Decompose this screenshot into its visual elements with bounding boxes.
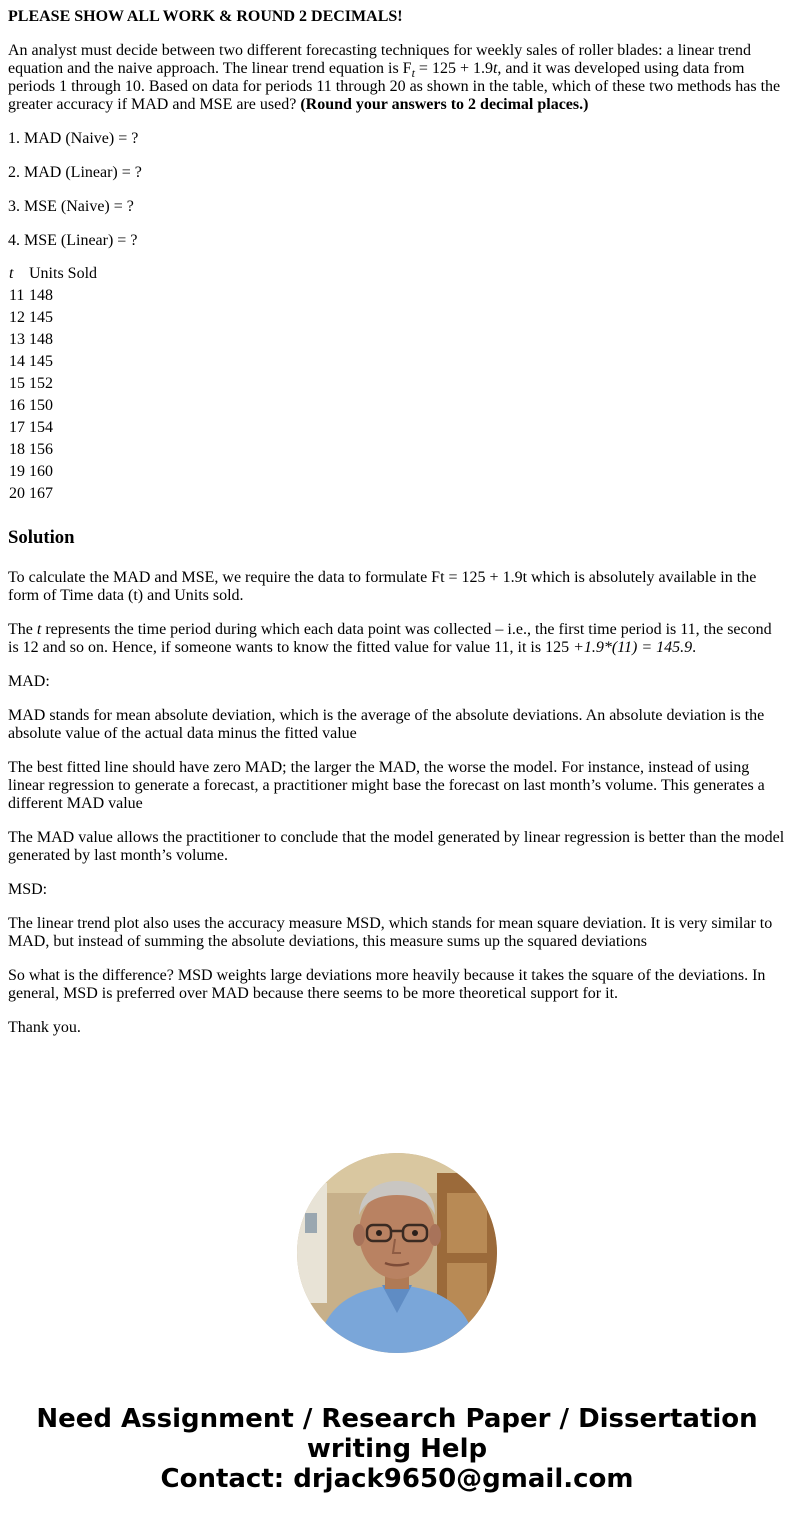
cell-t: 16 (9, 397, 25, 414)
table-row (8, 462, 98, 482)
table-row (8, 352, 98, 372)
author-portrait-image (297, 1153, 497, 1353)
table-row (8, 330, 98, 350)
cell-units-sold: 148 (29, 331, 53, 348)
banner-line-2: writing Help (306, 1434, 488, 1464)
msd-label: MSD: (8, 881, 48, 898)
question-intro: An analyst must decide between two different forecasting techniques for weekly sales of roller blades: a linear trend equation and the naive approach. The linear trend equation is $F_t = 125 + 1.9t$, and it was developed using data from periods 1 through 10. Based on data for periods 11 through 20 as shown in the table, which of these two methods has the greater accuracy if MAD and MSE are used? (Round your answers to 2 decimal places.) (8, 42, 781, 113)
table-row (8, 484, 98, 504)
cell-units-sold: 156 (29, 441, 53, 458)
table-row (8, 396, 98, 416)
cell-units-sold: 160 (29, 463, 53, 480)
cell-units-sold: 145 (29, 353, 53, 370)
question-item-4: 4. MSE (Linear) = ? (8, 232, 138, 249)
document-body (8, 0, 786, 1053)
table-row (8, 418, 98, 438)
cell-units-sold: 150 (29, 397, 53, 414)
cell-t: 13 (9, 331, 25, 348)
mad-paragraph-3: The MAD value allows the practitioner to conclude that the model generated by linear regression is better than the model generated by last month’s volume. (8, 829, 785, 864)
table-row (8, 374, 98, 394)
mad-paragraph-1: MAD stands for mean absolute deviation, which is the average of the absolute deviations. An absolute deviation is the absolute value of the actual data minus the fitted value (8, 707, 765, 742)
cell-t: 14 (9, 353, 25, 370)
question-item-1: 1. MAD (Naive) = ? (8, 130, 139, 147)
solution-p2: The t represents the time period during which each data point was collected – i.e., the first time period is 11, the second is 12 and so on. Hence, if someone wants to know the fitted value for value 11, it is 125 +1.9*(11) = 145.9. (8, 621, 772, 656)
cell-t: 12 (9, 309, 25, 326)
mad-label: MAD: (8, 673, 50, 690)
cell-t: 11 (9, 287, 25, 304)
header-t: t (9, 265, 14, 282)
msd-paragraph-1: The linear trend plot also uses the accuracy measure MSD, which stands for mean square deviation. It is very similar to MAD, but instead of summing the absolute deviations, this measure sums up the squared deviations (8, 915, 773, 950)
cell-units-sold: 145 (29, 309, 53, 326)
question-item-3: 3. MSE (Naive) = ? (8, 198, 134, 215)
cell-units-sold: 148 (29, 287, 53, 304)
units-sold-table (6, 262, 100, 506)
cell-t: 15 (9, 375, 25, 392)
subscript-t: t (411, 66, 415, 80)
rounding-note: (Round your answers to 2 decimal places.) (300, 96, 589, 113)
contact-banner (0, 1404, 794, 1494)
msd-paragraph-2: So what is the difference? MSD weights large deviations more heavily because it takes the square of the deviations. In general, MSD is preferred over MAD because there seems to be more theoretical support for it. (8, 967, 766, 1002)
thank-you: Thank you. (8, 1019, 81, 1036)
banner-line-1: Need Assignment / Research Paper / Dissertation (36, 1404, 758, 1434)
cell-units-sold: 152 (29, 375, 53, 392)
mad-paragraph-2: The best fitted line should have zero MAD; the larger the MAD, the worse the model. For instance, instead of using linear regression to generate a forecast, a practitioner might base the forecast on last month’s volume. This generates a different MAD value (8, 759, 765, 812)
cell-t: 17 (9, 419, 25, 436)
cell-t: 20 (9, 485, 25, 502)
solution-p1: To calculate the MAD and MSE, we require the data to formulate Ft = 125 + 1.9t which is absolutely available in the form of Time data (t) and Units sold. (8, 569, 757, 604)
question-heading: PLEASE SHOW ALL WORK & ROUND 2 DECIMALS! (8, 8, 403, 25)
table-header-row (8, 264, 98, 284)
cell-t: 18 (9, 441, 25, 458)
solution-title: Solution (8, 527, 75, 548)
table-row (8, 440, 98, 460)
header-units-sold: Units Sold (29, 265, 98, 282)
banner-contact-email: Contact: drjack9650@gmail.com (160, 1464, 634, 1494)
cell-units-sold: 154 (29, 419, 53, 436)
cell-t: 19 (9, 463, 25, 480)
author-avatar (297, 1153, 497, 1353)
table-row (8, 286, 98, 306)
question-item-2: 2. MAD (Linear) = ? (8, 164, 142, 181)
cell-units-sold: 167 (29, 485, 53, 502)
table-row (8, 308, 98, 328)
